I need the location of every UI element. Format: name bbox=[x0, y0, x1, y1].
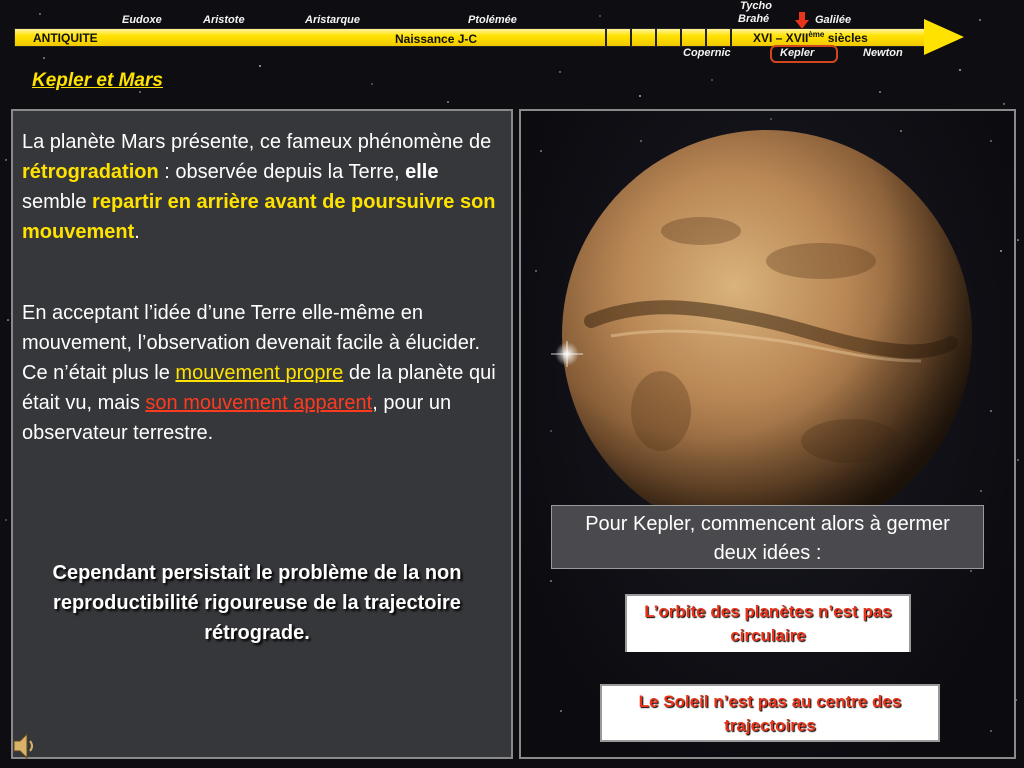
timeline-name-kepler: Kepler bbox=[780, 47, 815, 59]
timeline-name-tycho: Tycho bbox=[740, 0, 772, 12]
timeline-label-century: XVI – XVIIème siècles bbox=[753, 30, 868, 45]
timeline-name-aristote: Aristote bbox=[203, 14, 245, 26]
paragraph-explanation: En acceptant l’idée d’une Terre elle-même en mouvement, l’observation devenait facile à élucider. Ce n’était plus le mouvement propre de la planète qui était vu, mais son mouvement apparent, pour un observateur terrestre. bbox=[22, 302, 496, 444]
timeline-name-aristarque: Aristarque bbox=[305, 14, 361, 26]
timeline-segment bbox=[655, 29, 657, 46]
timeline-name-ptolemee: Ptolémée bbox=[468, 14, 517, 26]
timeline-segment bbox=[605, 29, 607, 46]
timeline-name-copernic: Copernic bbox=[683, 47, 731, 59]
kepler-ideas-intro: Pour Kepler, commencent alors à germer deux idées : bbox=[551, 505, 984, 569]
idea-sun-not-center: Le Soleil n’est pas au centre des trajectoires bbox=[600, 684, 940, 742]
timeline-segment bbox=[680, 29, 682, 46]
timeline-name-galilee: Galilée bbox=[815, 14, 852, 26]
paragraph-retrogradation: La planète Mars présente, ce fameux phénomène de rétrogradation : observée depuis la Terre, elle semble repartir en arrière avant de poursuivre son mouvement. bbox=[22, 131, 496, 243]
speaker-icon[interactable] bbox=[12, 731, 38, 761]
page-title: Kepler et Mars bbox=[32, 70, 163, 91]
right-image-panel bbox=[519, 109, 1016, 759]
timeline-name-newton: Newton bbox=[863, 47, 903, 59]
timeline-segment bbox=[630, 29, 632, 46]
timeline-label-birth: Naissance J-C bbox=[395, 32, 478, 46]
timeline-name-brahe: Brahé bbox=[738, 13, 770, 25]
conclusion-text: Cependant persistait le problème de la non reproductibilité rigoureuse de la trajectoire rétrograde. bbox=[52, 562, 462, 644]
timeline-segment bbox=[705, 29, 707, 46]
timeline-label-antiquite: ANTIQUITE bbox=[33, 31, 98, 45]
idea-orbit-not-circular: L’orbite des planètes n’est pas circulaire bbox=[625, 594, 911, 652]
timeline-name-eudoxe: Eudoxe bbox=[122, 14, 162, 26]
mars-planet-image bbox=[521, 111, 1016, 759]
timeline-arrowhead bbox=[924, 19, 964, 55]
timeline-segment bbox=[730, 29, 732, 46]
